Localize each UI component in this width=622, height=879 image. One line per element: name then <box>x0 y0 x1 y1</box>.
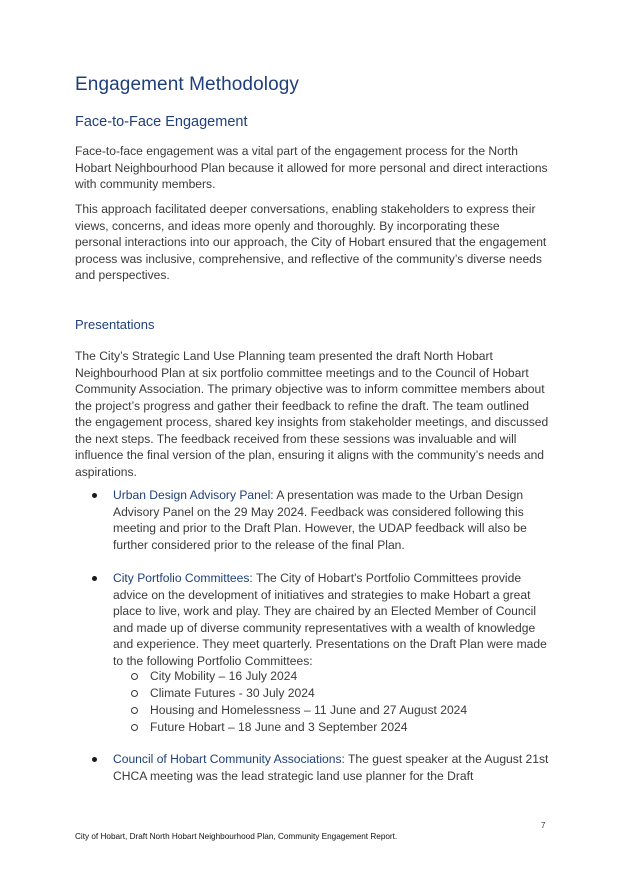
list-item <box>92 570 549 669</box>
page-heading: Engagement Methodology <box>75 74 300 95</box>
list-item-text: A presentation was made to the Urban Design Advisory Panel on the 29 May 2024. Feedback was considered following this meeting and prior to the Draft Plan. However, the UDAP feedback will also be further considered prior to the release of the final Plan. <box>113 488 527 552</box>
bullet-icon <box>92 757 97 762</box>
list-item-lead: City Portfolio Committees: <box>113 571 253 585</box>
section-title-face-to-face: Face-to-Face Engagement <box>75 114 248 130</box>
paragraph: Face-to-face engagement was a vital part of the engagement process for the North Hobart Neighbourhood Plan because it allowed for more personal and direct interactions with community members. <box>75 144 548 191</box>
page-footer: City of Hobart, Draft North Hobart Neighbourhood Plan, Community Engagement Report. <box>75 832 398 841</box>
sub-list-item <box>131 668 551 685</box>
sub-list-text: Future Hobart – 18 June and 3 September 2024 <box>150 720 408 734</box>
circle-bullet-icon <box>131 724 138 731</box>
circle-bullet-icon <box>131 673 138 680</box>
sub-list-item <box>131 702 551 719</box>
sub-list-item <box>131 685 551 702</box>
sub-list-text: Climate Futures - 30 July 2024 <box>150 686 315 700</box>
list-item-lead: Urban Design Advisory Panel: <box>113 488 274 502</box>
circle-bullet-icon <box>131 707 138 714</box>
bullet-icon <box>92 576 97 581</box>
bullet-icon <box>92 493 97 498</box>
list-item-text: The guest speaker at the August 21st CHCA meeting was the lead strategic land use planner for the Draft <box>113 752 549 783</box>
sub-list-text: City Mobility – 16 July 2024 <box>150 669 298 683</box>
list-item <box>92 487 549 553</box>
list-item-lead: Council of Hobart Community Associations: <box>113 752 345 766</box>
sub-list-text: Housing and Homelessness – 11 June and 27 August 2024 <box>150 703 468 717</box>
paragraph: The City’s Strategic Land Use Planning team presented the draft North Hobart Neighbourhood Plan at six portfolio committee meetings and to the Council of Hobart Community Association. The primary objective was to inform committee members about the project’s progress and gather their feedback to refine the draft. The team outlined the engagement process, shared key insights from stakeholder meetings, and discussed the next steps. The feedback received from these sessions was invaluable and will influence the final version of the plan, ensuring it aligns with the community’s needs and aspirations. <box>75 349 549 479</box>
paragraph: This approach facilitated deeper conversations, enabling stakeholders to express their views, concerns, and ideas more openly and thoroughly. By incorporating these personal interactions into our approach, the City of Hobart ensured that the engagement process was inclusive, comprehensive, and reflective of the community’s diverse needs and perspectives. <box>75 202 547 282</box>
page-number: 7 <box>541 821 546 830</box>
list-item-text: The City of Hobart's Portfolio Committees provide advice on the development of initiatives and strategies to make Hobart a great place to live, work and play. They are chaired by an Elected Member of Council and made up of diverse community representatives with a wealth of knowledge and experience. They meet quarterly. Presentations on the Draft Plan were made to the following Portfolio Committees: <box>113 571 547 668</box>
list-item <box>92 751 549 784</box>
section-title-presentations: Presentations <box>75 317 155 332</box>
sub-list-item <box>131 719 551 736</box>
circle-bullet-icon <box>131 690 138 697</box>
